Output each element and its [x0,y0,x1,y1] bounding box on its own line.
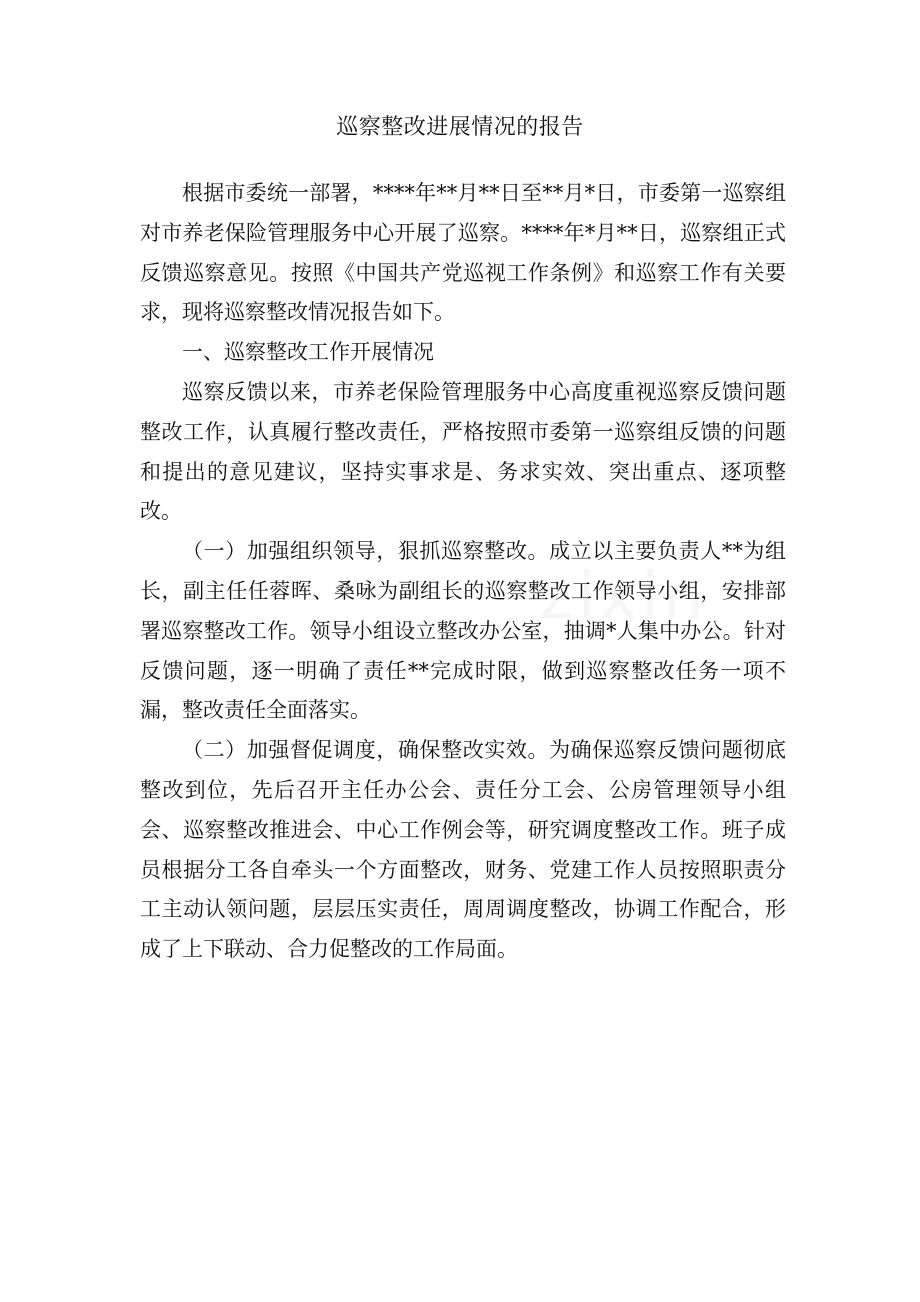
document-body [140,174,786,970]
document-title: 巡察整改进展情况的报告 [336,115,584,140]
paragraph-1: 巡察反馈以来，市养老保险管理服务中心高度重视巡察反馈问题整改工作，认真履行整改责任，严格按照市委第一巡察组反馈的问题和提出的意见建议，坚持实事求是、务求实效、突出重点、逐项整改。 [140,379,786,524]
section-heading-1: 一、巡察整改工作开展情况 [182,340,434,365]
paragraph-3: （二）加强督促调度，确保整改实效。为确保巡察反馈问题彻底整改到位，先后召开主任办公会、责任分工会、公房管理领导小组会、巡察整改推进会、中心工作例会等，研究调度整改工作。班子成员根据分工各自牵头一个方面整改，财务、党建工作人员按照职责分工主动认领问题，层层压实责任，周周调度整改，协调工作配合，形成了上下联动、合力促整改的工作局面。 [140,738,786,962]
paragraph-2: （一）加强组织领导，狠抓巡察整改。成立以主要负责人**为组长，副主任任蓉晖、桑咏为副组长的巡察整改工作领导小组，安排部署巡察整改工作。领导小组设立整改办公室，抽调*人集中办公。针对反馈问题，逐一明确了责任**完成时限，做到巡察整改任务一项不漏，整改责任全面落实。 [140,539,786,723]
paragraph-intro: 根据市委统一部署，****年**月**日至**月*日，市委第一巡察组对市养老保险管理服务中心开展了巡察。****年*月**日，巡察组正式反馈巡察意见。按照《中国共产党巡视工作条例》和巡察工作有关要求，现将巡察整改情况报告如下。 [140,181,786,325]
